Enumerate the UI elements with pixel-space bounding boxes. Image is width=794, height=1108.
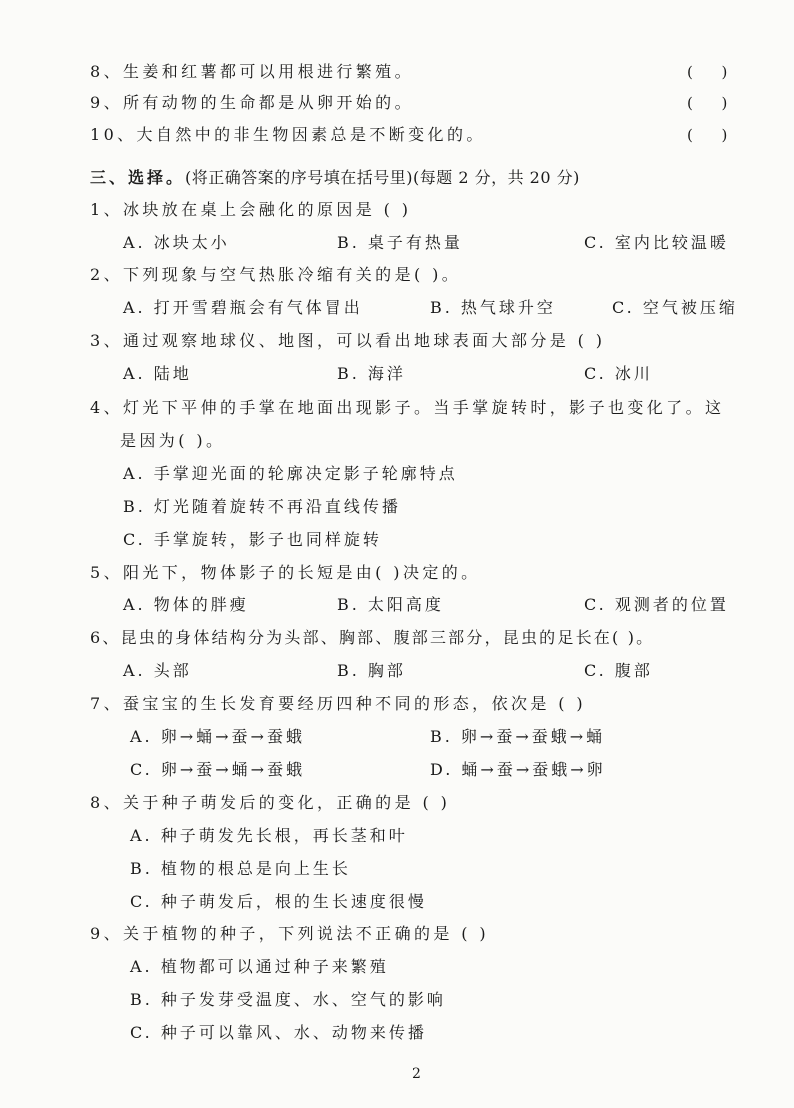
q6-option-b[interactable]: B. 胸部 [337,661,406,680]
q6-option-a[interactable]: A. 头部 [123,661,192,680]
q1-option-c[interactable]: C. 室内比较温暖 [584,233,729,252]
q2-option-b[interactable]: B. 热气球升空 [430,298,556,317]
q7-option-b[interactable]: B. 卵→蚕→蚕蛾→蛹 [430,727,606,746]
question-4-line-1: 4、灯光下平伸的手掌在地面出现影子。当手掌旋转时，影子也变化了。这 [90,398,725,417]
q9-option-b[interactable]: B. 种子发芽受温度、水、空气的影响 [130,990,446,1009]
question-9: 9、关于植物的种子，下列说法不正确的是 ( ) [90,924,490,943]
q7-option-a[interactable]: A. 卵→蛹→蚕→蚕蛾 [130,727,305,746]
q5-option-c[interactable]: C. 观测者的位置 [584,595,729,614]
q7-option-c[interactable]: C. 卵→蚕→蛹→蚕蛾 [130,760,306,779]
section-title: 三、选择。 [90,168,186,187]
q2-option-a[interactable]: A. 打开雪碧瓶会有气体冒出 [123,298,363,317]
answer-paren-10[interactable]: ( ) [687,126,728,144]
section-instruction: (将正确答案的序号填在括号里)(每题 2 分，共 20 分) [185,168,580,187]
q5-option-a[interactable]: A. 物体的胖瘦 [123,595,249,614]
q4-option-a[interactable]: A. 手掌迎光面的轮廓决定影子轮廓特点 [123,464,458,483]
question-7: 7、蚕宝宝的生长发育要经历四种不同的形态，依次是 ( ) [90,694,587,713]
question-5: 5、阳光下，物体影子的长短是由( )决定的。 [90,563,481,582]
question-8: 8、关于种子萌发后的变化，正确的是 ( ) [90,793,451,812]
judgement-item-10: 10、大自然中的非生物因素总是不断变化的。 [90,125,486,144]
question-3: 3、通过观察地球仪、地图，可以看出地球表面大部分是 ( ) [90,331,606,350]
q6-option-c[interactable]: C. 腹部 [584,661,653,680]
q1-option-b[interactable]: B. 桌子有热量 [337,233,463,252]
q4-option-b[interactable]: B. 灯光随着旋转不再沿直线传播 [123,497,401,516]
q7-option-d[interactable]: D. 蛹→蚕→蚕蛾→卵 [430,760,606,779]
question-2: 2、下列现象与空气热胀冷缩有关的是( )。 [90,265,462,284]
answer-paren-9[interactable]: ( ) [687,94,728,112]
q8-option-a[interactable]: A. 种子萌发先长根，再长茎和叶 [130,826,408,845]
question-1: 1、冰块放在桌上会融化的原因是 ( ) [90,200,412,219]
section-header [90,167,580,189]
q3-option-c[interactable]: C. 冰川 [584,364,653,383]
q9-option-a[interactable]: A. 植物都可以通过种子来繁殖 [130,957,389,976]
q3-option-a[interactable]: A. 陆地 [123,364,192,383]
q5-option-b[interactable]: B. 太阳高度 [337,595,444,614]
q2-option-c[interactable]: C. 空气被压缩 [612,298,738,317]
judgement-item-9: 9、所有动物的生命都是从卵开始的。 [90,93,414,112]
answer-paren-8[interactable]: ( ) [687,63,728,81]
q9-option-c[interactable]: C. 种子可以靠风、水、动物来传播 [130,1023,427,1042]
q8-option-b[interactable]: B. 植物的根总是向上生长 [130,859,351,878]
q8-option-c[interactable]: C. 种子萌发后，根的生长速度很慢 [130,892,427,911]
question-4-line-2: 是因为( )。 [120,431,226,450]
judgement-item-8: 8、生姜和红薯都可以用根进行繁殖。 [90,62,414,81]
page-number: 2 [412,1066,421,1082]
q1-option-a[interactable]: A. 冰块太小 [123,233,230,252]
question-6: 6、昆虫的身体结构分为头部、胸部、腹部三部分，昆虫的足长在( )。 [90,628,655,647]
q4-option-c[interactable]: C. 手掌旋转，影子也同样旋转 [123,530,382,549]
q3-option-b[interactable]: B. 海洋 [337,364,406,383]
